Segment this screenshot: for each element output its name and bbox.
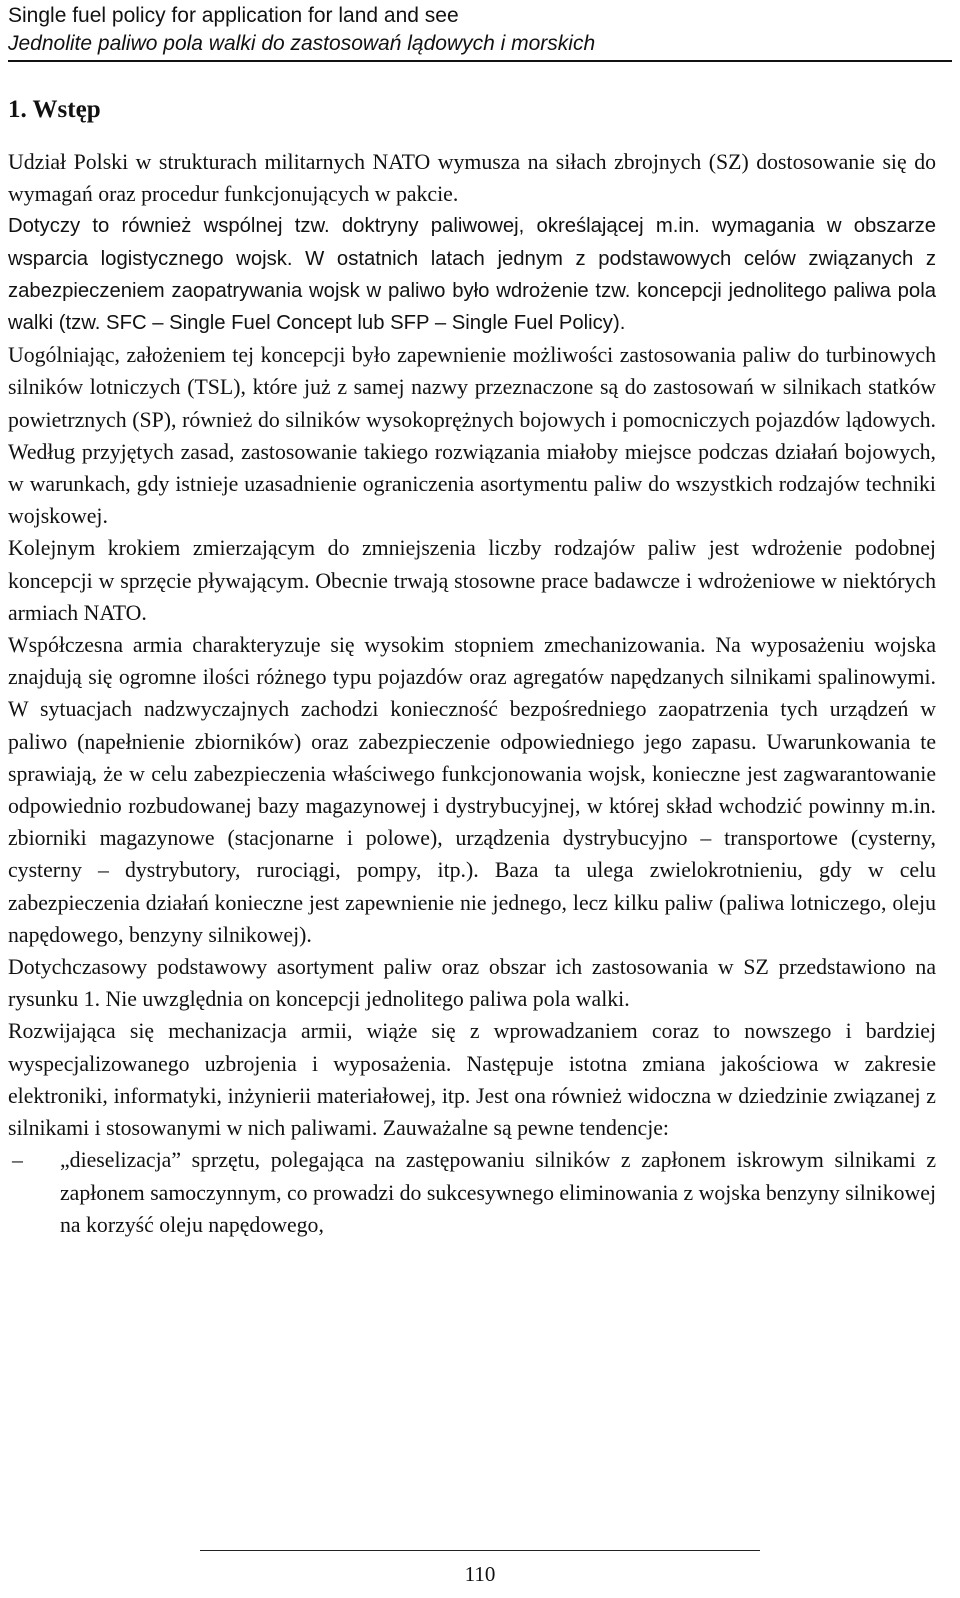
list-item — [8, 1144, 936, 1241]
list-dash-marker: – — [12, 1148, 23, 1173]
list-item-text: „dieselizacja” sprzętu, polegająca na zastępowaniu silników z zapłonem iskrowym silnikami z zapłonem samoczynnym, co prowadzi do sukcesywnego eliminowania z wojska benzyny silnikowej na korzyść oleju napędowego, — [60, 1148, 936, 1237]
header-title-english: Single fuel policy for application for land and see — [8, 4, 459, 27]
paragraph-single-fuel-concept: Dotyczy to również wspólnej tzw. doktryny paliwowej, określającej m.in. wymagania w obszarze wsparcia logistycznego wojsk. W ostatnich latach jednym z podstawowych celów związanych z zabezpieczeniem zaopatrywania wojsk w paliwo było wdrożenie tzw. koncepcji jednolitego paliwa pola walki (tzw. SFC – Single Fuel Concept lub SFP – Single Fuel Policy). — [8, 215, 936, 335]
trend-list — [8, 1144, 936, 1241]
paragraph-trends: Rozwijająca się mechanizacja armii, wiąże się z wprowadzaniem coraz to nowszego i bardziej wyspecjalizowanego uzbrojenia i wyposażenia. Następuje istotna zmiana jakościowa w zakresie elektroniki, informatyki, inżynierii materiałowej, itp. Jest ona również widoczna w dziedzinie związanej z silnikami i stosowanymi w nich paliwami. Zauważalne są pewne tendencje: — [8, 1019, 936, 1141]
paragraph-mechanized-army: Współczesna armia charakteryzuje się wysokim stopniem zmechanizowania. Na wyposażeniu wojska znajdują się ogromne ilości różnego typu pojazdów oraz agregatów napędzanych silnikami spalinowymi. W sytuacjach nadzwyczajnych zachodzi konieczność bezpośredniego zaopatrzenia tych urządzeń w paliwo (napełnienie zbiorników) oraz zabezpieczenie odpowiedniego jego zapasu. Uwarunkowania te sprawiają, że w celu zabezpieczenia właściwego funkcjonowania wojsk, konieczne jest zagwarantowanie odpowiednio rozbudowanej bazy magazynowej i dystrybucyjnej, w której skład wchodzić powinny m.in. zbiorniki magazynowe (stacjonarne i polowe), urządzenia dystrybucyjno – transportowe (cysterny, cysterny – dystrybutory, rurociągi, pompy, itp.). Baza ta ulega zwielokrotnieniu, gdy w celu zabezpieczenia działań konieczne jest zapewnienie nie jednego, lecz kilku paliw (paliwa lotniczego, oleju napędowego, benzyny silnikowej). — [8, 633, 936, 947]
page-number: 110 — [464, 1562, 496, 1586]
body-text — [8, 146, 936, 1241]
paragraph-fuel-assortment: Dotychczasowy podstawowy asortyment paliw oraz obszar ich zastosowania w SZ przedstawiono na rysunku 1. Nie uwzględnia on koncepcji jednolitego paliwa pola walki. — [8, 955, 936, 1012]
paragraph-nato-intro: Udział Polski w strukturach militarnych NATO wymusza na siłach zbrojnych (SZ) dostosowanie się do wymagań oraz procedur funkcjonujących w pakcie. — [8, 150, 936, 207]
paragraph-generalization: Uogólniając, założeniem tej koncepcji było zapewnienie możliwości zastosowania paliw do turbinowych silników lotniczych (TSL), które już z samej nazwy przeznaczone są do zastosowań w silnikach statków powietrznych (SP), również do silników wysokoprężnych bojowych i pomocniczych pojazdów lądowych. Według przyjętych zasad, zastosowanie takiego rozwiązania miałoby miejsce podczas działań bojowych, w warunkach, gdy istnieje uzasadnienie ograniczenia asortymentu paliw do wszystkich rodzajów techniki wojskowej. — [8, 343, 936, 529]
running-header — [8, 2, 952, 62]
footer-divider — [200, 1550, 760, 1551]
section-heading: 1. Wstęp — [8, 96, 101, 123]
header-title-polish: Jednolite paliwo pola walki do zastosowań lądowych i morskich — [8, 32, 596, 55]
paragraph-naval-equipment: Kolejnym krokiem zmierzającym do zmniejszenia liczby rodzajów paliw jest wdrożenie podobnej koncepcji w sprzęcie pływającym. Obecnie trwają stosowne prace badawcze i wdrożeniowe w niektórych armiach NATO. — [8, 536, 936, 625]
